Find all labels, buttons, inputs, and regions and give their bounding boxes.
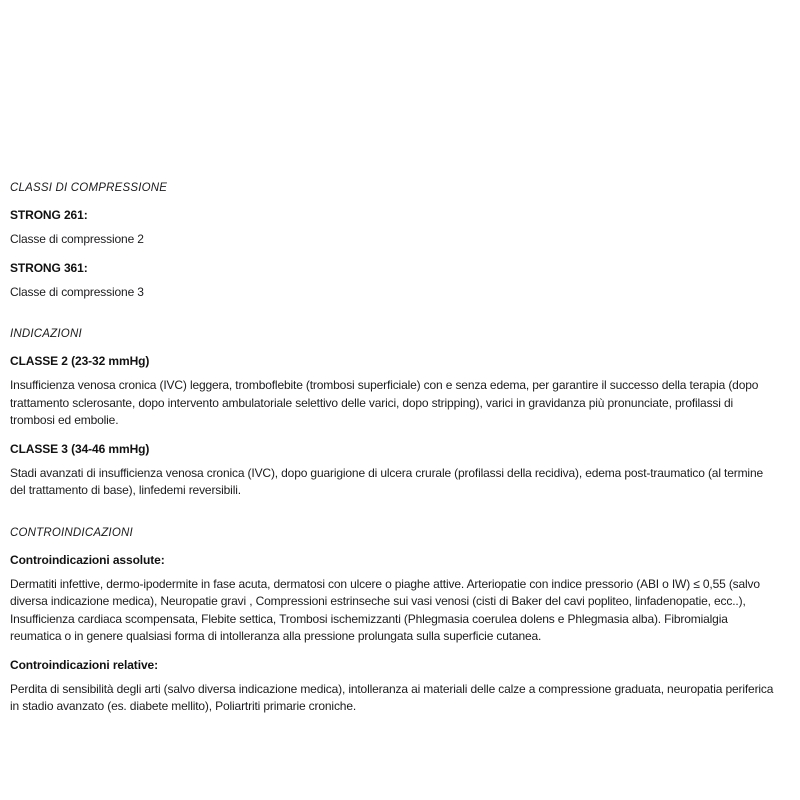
section-heading: INDICAZIONI	[10, 328, 82, 340]
item-label: CLASSE 3 (34-46 mmHg)	[10, 441, 150, 456]
section-indicazioni	[10, 328, 778, 500]
item-text: Perdita di sensibilità degli arti (salvo diversa indicazione medica), intolleranza ai materiali delle calze a compressione graduata, neuropatia periferica in stadio avanzato (es. diabete mellito), Poliartriti primarie croniche.	[10, 681, 774, 713]
doc-item	[10, 208, 778, 249]
section-controindicazioni	[10, 527, 778, 716]
section-classi-di-compressione	[10, 182, 778, 301]
item-label: CLASSE 2 (23-32 mmHg)	[10, 354, 150, 368]
section-heading: CLASSI DI COMPRESSIONE	[10, 182, 168, 194]
item-text: Insufficienza venosa cronica (IVC) leggera, tromboflebite (trombosi superficiale) con e senza edema, per garantire il successo della terapia (dopo trattamento sclerosante, dopo intervento ambulatoriale selettivo delle varici, dopo stripping), varici in gravidanza più pronunciate, profilassi di trombosi ed embolie.	[10, 378, 759, 427]
item-label: STRONG 361:	[10, 260, 88, 275]
item-text: Classe di compressione 2	[10, 232, 144, 246]
doc-item	[10, 442, 778, 500]
item-text: Classe di compressione 3	[10, 284, 144, 299]
doc-item	[10, 354, 778, 430]
section-heading: CONTROINDICAZIONI	[10, 526, 133, 539]
doc-item	[10, 553, 778, 646]
item-text: Stadi avanzati di insufficienza venosa cronica (IVC), dopo guarigione di ulcera crurale (profilassi della recidiva), edema post-traumatico (al termine del trattamento di base), linfedemi reversibili.	[10, 465, 763, 497]
doc-item	[10, 261, 778, 302]
item-label: Controindicazioni relative:	[10, 657, 158, 672]
doc-item	[10, 658, 778, 716]
item-label: STRONG 261:	[10, 208, 88, 222]
item-text: Dermatiti infettive, dermo-ipodermite in fase acuta, dermatosi con ulcere o piaghe attive. Arteriopatie con indice pressorio (ABI o IW) ≤ 0,55 (salvo diversa indicazione medica), Neuropatie gravi , Compressioni estrinseche sui vasi venosi (cisti di Baker del cavi popliteo, linfadenopatie, ecc..), Insufficienza cardiaca scompensata, Flebite settica, Trombosi ischemizzanti (Phlegmasia coerulea dolens e Phlegmasia alba). Fibromialgia reumatica o in genere qualsiasi forma di intolleranza alla pressione prolungata sulla superficie cutanea.	[10, 576, 760, 643]
item-label: Controindicazioni assolute:	[10, 552, 165, 567]
